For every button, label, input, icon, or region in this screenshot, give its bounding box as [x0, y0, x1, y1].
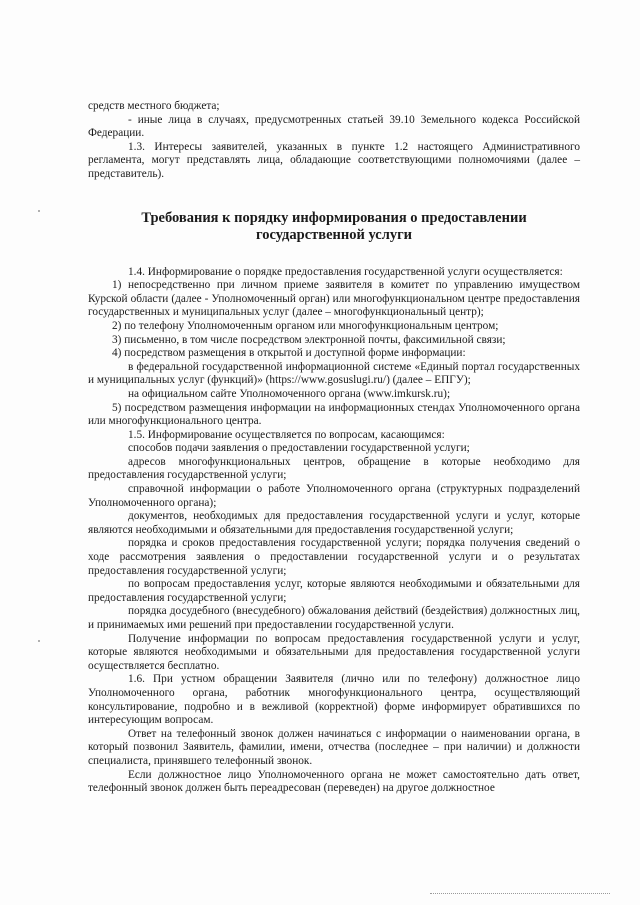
list-item-3: 3) письменно, в том числе посредством электронной почты, факсимильной связи;	[112, 333, 506, 346]
epgu-item: в федеральной государственной информационной системе «Единый портал государственных и муниципальных услуг (функций)» (https://www.gosuslugi.ru/) (далее – ЕПГУ);	[88, 360, 580, 387]
bottom-dotted-line	[430, 893, 610, 895]
document-body	[88, 100, 580, 796]
list-item-1: 1) непосредственно при личном приеме заявителя в комитет по управлению имуществом Курской области (далее - Уполномоченный орган) или многофункциональном центре предоставления государственных и муниципальных услуг (далее – многофункциональный центр);	[88, 279, 580, 319]
paragraph-1-5-lead: 1.5. Информирование осуществляется по вопросам, касающимся:	[128, 428, 445, 441]
paragraph-1-4-lead: 1.4. Информирование о порядке предоставления государственной услуги осуществляется:	[128, 265, 563, 278]
topic-item: порядка досудебного (внесудебного) обжалования действий (бездействия) должностных лиц, и принимаемых ими решений при предоставлении государственной услуги.	[88, 605, 580, 631]
topic-item: документов, необходимых для предоставления государственной услуги и услуг, которые являются необходимыми и обязательными для предоставления государственной услуги;	[88, 510, 580, 536]
redirect-paragraph: Если должностное лицо Уполномоченного органа не может самостоятельно дать ответ, телефонный звонок должен быть переадресован (переведен) на другое должностное	[88, 768, 580, 795]
scan-speck	[38, 210, 40, 212]
topic-item: порядка и сроков предоставления государственной услуги; порядка получения сведений о ходе рассмотрения заявления о предоставлении государственной услуги и о результатах предоставления государственной услуги;	[88, 537, 580, 577]
topic-item: способов подачи заявления о предоставлении государственной услуги;	[128, 442, 470, 455]
intro-line: средств местного бюджета;	[88, 100, 220, 112]
paragraph-1-3: 1.3. Интересы заявителей, указанных в пункте 1.2 настоящего Административного регламента, могут представлять лица, обладающие соответствующими полномочиями (далее – представитель).	[88, 140, 580, 180]
list-item-5: 5) посредством размещения информации на информационных стендах Уполномоченного органа или многофункционального центра.	[88, 401, 580, 428]
topic-item: справочной информации о работе Уполномоченного органа (структурных подразделений Уполномоченного органа);	[88, 483, 580, 509]
scan-speck	[38, 640, 40, 642]
phone-answer-paragraph: Ответ на телефонный звонок должен начинаться с информации о наименовании органа, в который позвонил Заявитель, фамилии, имени, отчества (последнее – при наличии) и должности специалиста, принявшего телефонный звонок.	[88, 727, 580, 767]
section-heading: Требования к порядку информирования о предоставлении государственной услуги	[141, 209, 527, 243]
paragraph-1-6: 1.6. При устном обращении Заявителя (лично или по телефону) должностное лицо Уполномоченного органа, работник многофункционального центра, осуществляющий консультирование, подробно и в вежливой (корректной) форме информирует обратившихся по интересующим вопросам.	[88, 673, 580, 727]
free-of-charge-paragraph: Получение информации по вопросам предоставления государственной услуги и услуг, которые являются необходимыми и обязательными для предоставления государственной услуги осуществляется бесплатно.	[88, 632, 580, 672]
topic-item: по вопросам предоставления услуг, которые являются необходимыми и обязательными для предоставления государственной услуги;	[88, 578, 580, 604]
list-item-4: 4) посредством размещения в открытой и доступной форме информации:	[112, 347, 466, 360]
list-item-2: 2) по телефону Уполномоченным органом или многофункциональным центром;	[112, 319, 499, 332]
topic-item: адресов многофункциональных центров, обращение в которые необходимо для предоставления государственной услуги;	[88, 455, 580, 482]
intro-item: - иные лица в случаях, предусмотренных статьей 39.10 Земельного кодекса Российской Федерации.	[88, 113, 580, 140]
site-item: на официальном сайте Уполномоченного органа (www.imkursk.ru);	[128, 387, 451, 400]
